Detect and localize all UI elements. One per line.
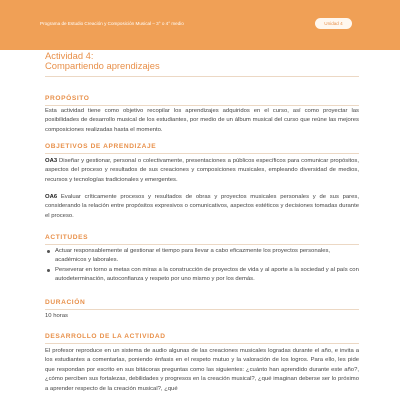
list-item [45, 247, 359, 266]
proposito-text: Esta actividad tiene como objetivo recopilar los aprendizajes adquiridos en el curso, así como proyectar las posibilidades de desarrollo musical de los estudiantes, por medio de un álbum musical del curso que reúne las mejores composiciones realizadas hasta el momento. [45, 108, 359, 133]
actitudes-list [45, 247, 359, 285]
bullet-icon [47, 269, 50, 272]
objective-code: OA6 [45, 194, 58, 200]
list-item [45, 266, 359, 285]
title-divider [45, 76, 359, 77]
objective-code: OA3 [45, 158, 58, 164]
section-divider [45, 153, 359, 154]
unit-badge: Unidad 4 [315, 18, 352, 29]
section-divider [45, 309, 359, 310]
program-title: Programa de Estudio Creación y Composición Musical – 3° o 4° medio [40, 21, 184, 26]
activity-title: Compartiendo aprendizajes [45, 60, 160, 71]
section-title-duracion: DURACIÓN [45, 299, 86, 306]
section-divider [45, 343, 359, 344]
objective-text: Diseñar y gestionar, personal o colectivamente, presentaciones a públicos específicos para comunicar propósitos, aspectos del proceso y resultados de sus creaciones y composiciones musicales, empleando diversidad de medios, recursos y tecnologías tradicionales y emergentes. [45, 158, 360, 183]
desarrollo-text: El profesor reproduce en un sistema de audio algunas de las creaciones musicales logradas durante el año, e invita a los estudiantes a comentarlas, poniendo énfasis en el respeto mutuo y la valoración de los logros. Para ello, les pide que respondan por escrito en sus bitácoras preguntas como las siguientes: ¿cuánto han aprendido durante este año?, ¿cómo perciben sus fortalezas, debilidades y progresos en la creación musical?, ¿qué imaginan deberse ser lo próximo a aprender respecto de la creación musical?, ¿qué [45, 348, 359, 392]
list-item-text: Perseverar en torno a metas con miras a la construcción de proyectos de vida y al aporte a la sociedad y al país con autodeterminación, autoconfianza y respeto por uno mismo y por los demás. [55, 266, 359, 283]
list-item-text: Actuar responsablemente al gestionar el tiempo para llevar a cabo eficazmente los proyectos personales, académicos y laborales. [55, 248, 331, 264]
section-title-objetivos: OBJETIVOS DE APRENDIZAJE [45, 143, 157, 150]
section-title-desarrollo: DESARROLLO DE LA ACTIVIDAD [45, 333, 166, 340]
objective-item-oa6 [45, 193, 359, 221]
section-title-actitudes: ACTITUDES [45, 234, 89, 241]
objective-item-oa3 [45, 157, 359, 185]
objective-text: Evaluar críticamente procesos y resultados de obras y proyectos musicales personales y de sus pares, considerando la relación entre propósitos expresivos o comunicativos, aspectos estéticos y decisiones tomadas durante el proceso. [45, 194, 359, 219]
bullet-icon [47, 250, 50, 253]
duracion-text: 10 horas [45, 313, 68, 319]
section-title-proposito: PROPÓSITO [45, 95, 90, 102]
header-bar [0, 0, 400, 50]
section-divider [45, 244, 359, 245]
section-divider [45, 105, 359, 106]
activity-label: Actividad 4: [45, 50, 94, 61]
